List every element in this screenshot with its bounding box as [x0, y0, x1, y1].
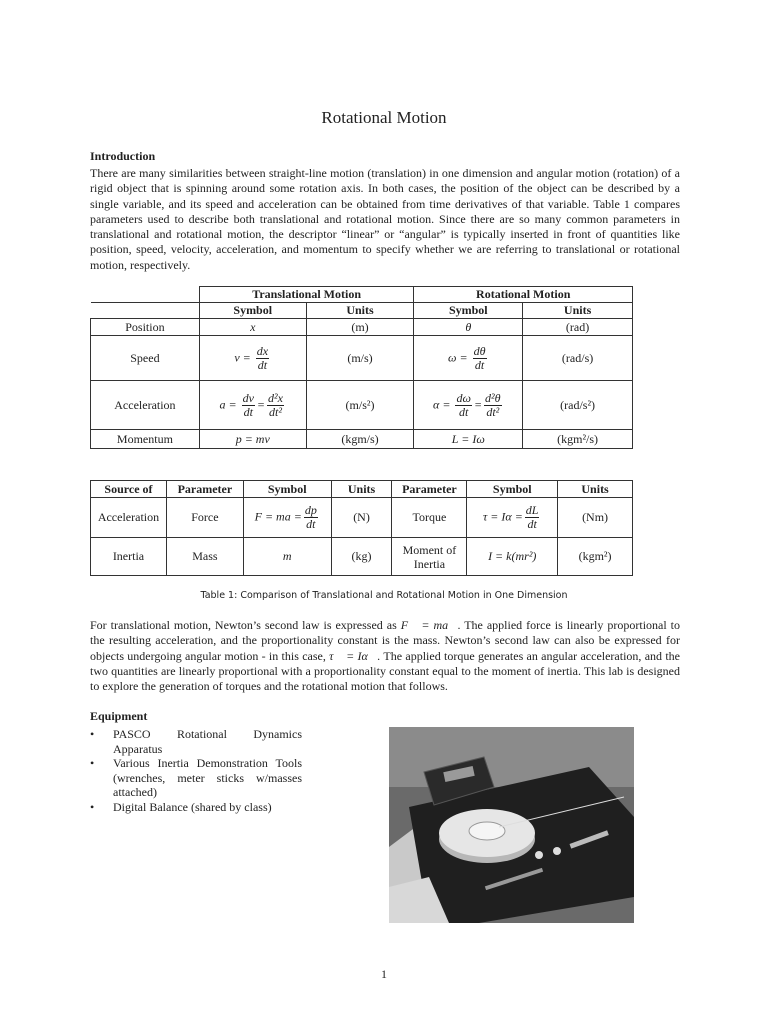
col-header: Parameter [392, 481, 467, 498]
eq-lhs: τ = Iα = [483, 509, 523, 524]
numerator: d²x [268, 390, 283, 405]
r-units: (rad/s) [523, 336, 633, 381]
r-symbol: L = Iω [414, 430, 523, 449]
r-symbol-header: Symbol [414, 303, 523, 319]
force-equation: F⃗ = ma⃗ [400, 618, 458, 632]
text-segment: For translational motion, Newton’s second law is expressed as [90, 618, 401, 632]
force-inertia-table [90, 480, 633, 576]
fraction [455, 392, 471, 419]
t-units: (m) [306, 319, 414, 336]
fraction [304, 504, 318, 531]
numerator: dL [525, 503, 539, 517]
r-symbol [467, 498, 558, 538]
eq-lhs: ω = [448, 349, 468, 364]
r-units: (kgm²) [558, 538, 633, 576]
t-symbol [243, 498, 331, 538]
table-row [91, 381, 633, 430]
denominator: dt [306, 517, 316, 531]
newton-paragraph [90, 618, 680, 694]
table-row [91, 430, 633, 449]
list-item: • PASCO Rotational Dynamics Apparatus [90, 727, 302, 756]
row-label: Speed [91, 336, 200, 381]
list-item: • Various Inertia Demonstration Tools (wrenches, meter sticks w/masses attached) [90, 756, 302, 800]
r-symbol: I = k(mr²) [467, 538, 558, 576]
t-units: (m/s²) [306, 381, 414, 430]
source-cell: Inertia [91, 538, 167, 576]
r-units: (rad/s²) [523, 381, 633, 430]
page-number: 1 [381, 967, 387, 981]
fraction [484, 392, 502, 419]
col-header: Symbol [467, 481, 558, 498]
t-units: (kgm/s) [306, 430, 414, 449]
introduction-paragraph: There are many similarities between straight-line motion (translation) in one dimension and angular motion (rotation) of a rigid object that is spinning around some rotation axis. In both cases, the position of the object can be described by a single variable, and its speed and acceleration can be obtained from time derivatives of that variable. Table 1 compares parameters used to describe both translational and rotational motion. Since there are so many common parameters in translational and rotational motion, the descriptor “linear” or “angular” is typically inserted in front of quantities like position, speed, velocity, acceleration, and momentum to specify whether we are referring to translational or rotational motion, respectively. [90, 166, 680, 272]
col-header: Symbol [243, 481, 331, 498]
row-label: Momentum [91, 430, 200, 449]
equipment-heading: Equipment [90, 709, 148, 723]
col-header: Source of [91, 481, 167, 498]
fraction [267, 392, 284, 419]
t-param: Force [166, 498, 243, 538]
r-symbol: α = $\frac{d\omega}{dt}$ = $\frac{\text{d²θ}}{\text{dt²}}$ [414, 381, 523, 430]
t-units: (N) [331, 498, 392, 538]
t-symbol: m [243, 538, 331, 576]
table-row [91, 336, 633, 381]
numerator: dω [456, 390, 471, 405]
t-param: Mass [166, 538, 243, 576]
equipment-list [90, 727, 302, 814]
numerator: dp [304, 503, 317, 517]
fraction [242, 392, 255, 419]
numerator: dx [256, 343, 269, 358]
eq-lhs: α = [433, 396, 451, 411]
numerator: dv [242, 390, 254, 405]
row-label: Acceleration [91, 381, 200, 430]
t-symbol: a = $\frac{dv}{dt}$ = $\frac{\text{d²x}}{\text{dt²}}$ [199, 381, 306, 430]
source-cell: Acceleration [91, 498, 167, 538]
r-units: (kgm²/s) [523, 430, 633, 449]
r-symbol [414, 336, 523, 381]
text-segment: . The applied torque generates an angular acceleration, and the two quantities are linearly proportional with a proportionality constant equal to the moment of inertia. This lab is designed to explore the generation of torques and the rotational motion that follows. [90, 648, 681, 694]
fraction [473, 345, 487, 372]
table-row [91, 498, 633, 538]
apparatus-photo [389, 727, 634, 923]
t-symbol: x [199, 319, 306, 336]
r-param: Torque [392, 498, 467, 538]
t-symbol: p = mv [199, 430, 306, 449]
t-units: (m/s) [306, 336, 414, 381]
denominator: dt [474, 357, 485, 372]
row-label: Position [91, 319, 200, 336]
table-caption: Table 1: Comparison of Translational and Rotational Motion in One Dimension [200, 590, 568, 601]
introduction-heading: Introduction [90, 149, 156, 163]
denominator: dt [243, 404, 253, 419]
t-symbol [199, 336, 306, 381]
torque-equation: τ⃗ = Iα⃗ [329, 648, 378, 663]
eq-lhs: F = ma = [254, 509, 302, 524]
list-item: • Digital Balance (shared by class) [90, 800, 302, 815]
t-units: (kg) [331, 538, 392, 576]
table-corner [91, 287, 200, 303]
rotational-group-header: Rotational Motion [414, 287, 633, 303]
translational-group-header: Translational Motion [199, 287, 414, 303]
r-symbol: θ [414, 319, 523, 336]
col-header: Units [331, 481, 392, 498]
denominator: dt [257, 357, 268, 372]
fraction [256, 345, 269, 372]
table-row [91, 319, 633, 336]
denominator: dt [527, 517, 537, 531]
numerator: d²θ [485, 390, 501, 405]
r-units: (Nm) [558, 498, 633, 538]
denominator: dt [459, 404, 469, 419]
numerator: dθ [473, 343, 486, 358]
page-title: Rotational Motion [321, 108, 447, 127]
r-units-header: Units [523, 303, 633, 319]
denominator: dt² [486, 404, 500, 419]
fraction [525, 504, 540, 531]
t-units-header: Units [306, 303, 414, 319]
r-param: Moment of Inertia [392, 538, 467, 576]
table-row [91, 538, 633, 576]
t-symbol-header: Symbol [199, 303, 306, 319]
col-header: Units [558, 481, 633, 498]
eq-lhs: v = [234, 349, 251, 364]
eq-lhs: a = [219, 396, 237, 411]
r-units: (rad) [523, 319, 633, 336]
table-corner-2 [91, 303, 200, 319]
denominator: dt² [269, 404, 282, 419]
motion-comparison-table [90, 286, 633, 449]
col-header: Parameter [166, 481, 243, 498]
text-segment: . The applied force is linearly proportional to the resulting acceleration, and the proportionality constant is the mass. Newton’s second law can also be expressed for objects undergoing angular motion - in this case, [90, 618, 680, 663]
